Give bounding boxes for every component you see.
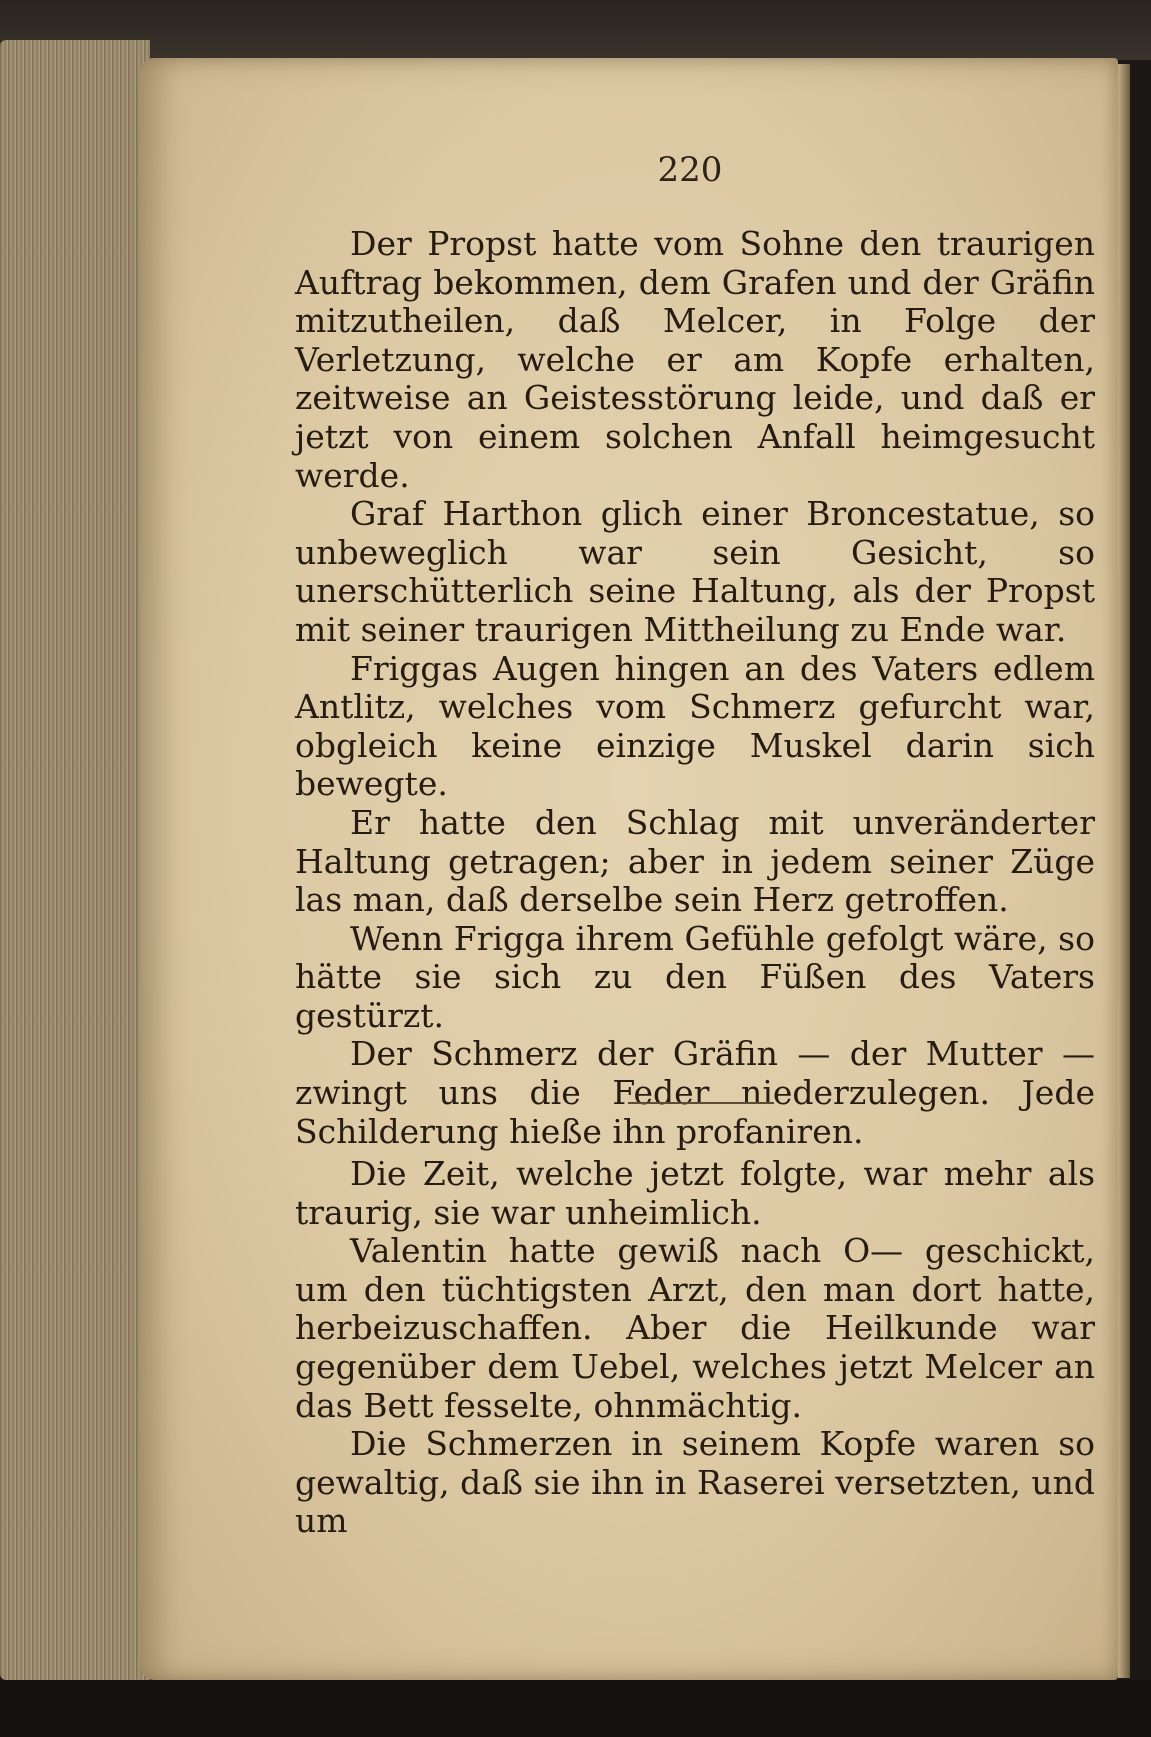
page-number: 220 <box>657 150 723 190</box>
book-page-edges <box>0 40 150 1680</box>
paragraph: Valentin hatte gewiß nach O— geschickt, um den tüchtigsten Arzt, den man dort hatte, herbeizuschaffen. Aber die Heilkunde war gegenüber dem Uebel, welches jetzt Melcer an das Bett fesselte, ohnmächtig. <box>295 1231 1095 1425</box>
scan-background-bottom <box>0 1680 1151 1737</box>
section-divider <box>628 1102 774 1104</box>
paragraph: Der Schmerz der Gräfin — der Mutter — zwingt uns die Feder niederzulegen. Jede Schilderung hieße ihn profaniren. <box>295 1034 1095 1151</box>
paragraph: Friggas Augen hingen an des Vaters edlem Antlitz, welches vom Schmerz gefurcht war, obgleich keine einzige Muskel darin sich bewegte. <box>295 648 1095 804</box>
scan-background-top <box>0 0 1151 60</box>
page-right-edge <box>1118 64 1130 1678</box>
text-section-2 <box>295 1155 1095 1541</box>
paragraph: Wenn Frigga ihrem Gefühle gefolgt wäre, so hätte sie sich zu den Füßen des Vaters gestürzt. <box>295 918 1095 1035</box>
paragraph: Graf Harthon glich einer Broncestatue, so unbeweglich war sein Gesicht, so unerschütterlich seine Haltung, als der Propst mit seiner traurigen Mittheilung zu Ende war. <box>295 494 1095 649</box>
paragraph: Die Zeit, welche jetzt folgte, war mehr als traurig, sie war unheimlich. <box>295 1154 1095 1232</box>
paragraph: Der Propst hatte vom Sohne den traurigen Auftrag bekommen, dem Grafen und der Gräfin mitzutheilen, daß Melcer, in Folge der Verletzung, welche er am Kopfe erhalten, zeitweise an Geistesstörung leide, und daß er jetzt von einem solchen Anfall heimgesucht werde. <box>295 224 1095 495</box>
text-section-1 <box>295 225 1095 1151</box>
paragraph: Er hatte den Schlag mit unveränderter Haltung getragen; aber in jedem seiner Züge las man, daß derselbe sein Herz getroffen. <box>295 802 1095 920</box>
paragraph: Die Schmerzen in seinem Kopfe waren so gewaltig, daß sie ihn in Raserei versetzten, und um <box>295 1424 1095 1541</box>
